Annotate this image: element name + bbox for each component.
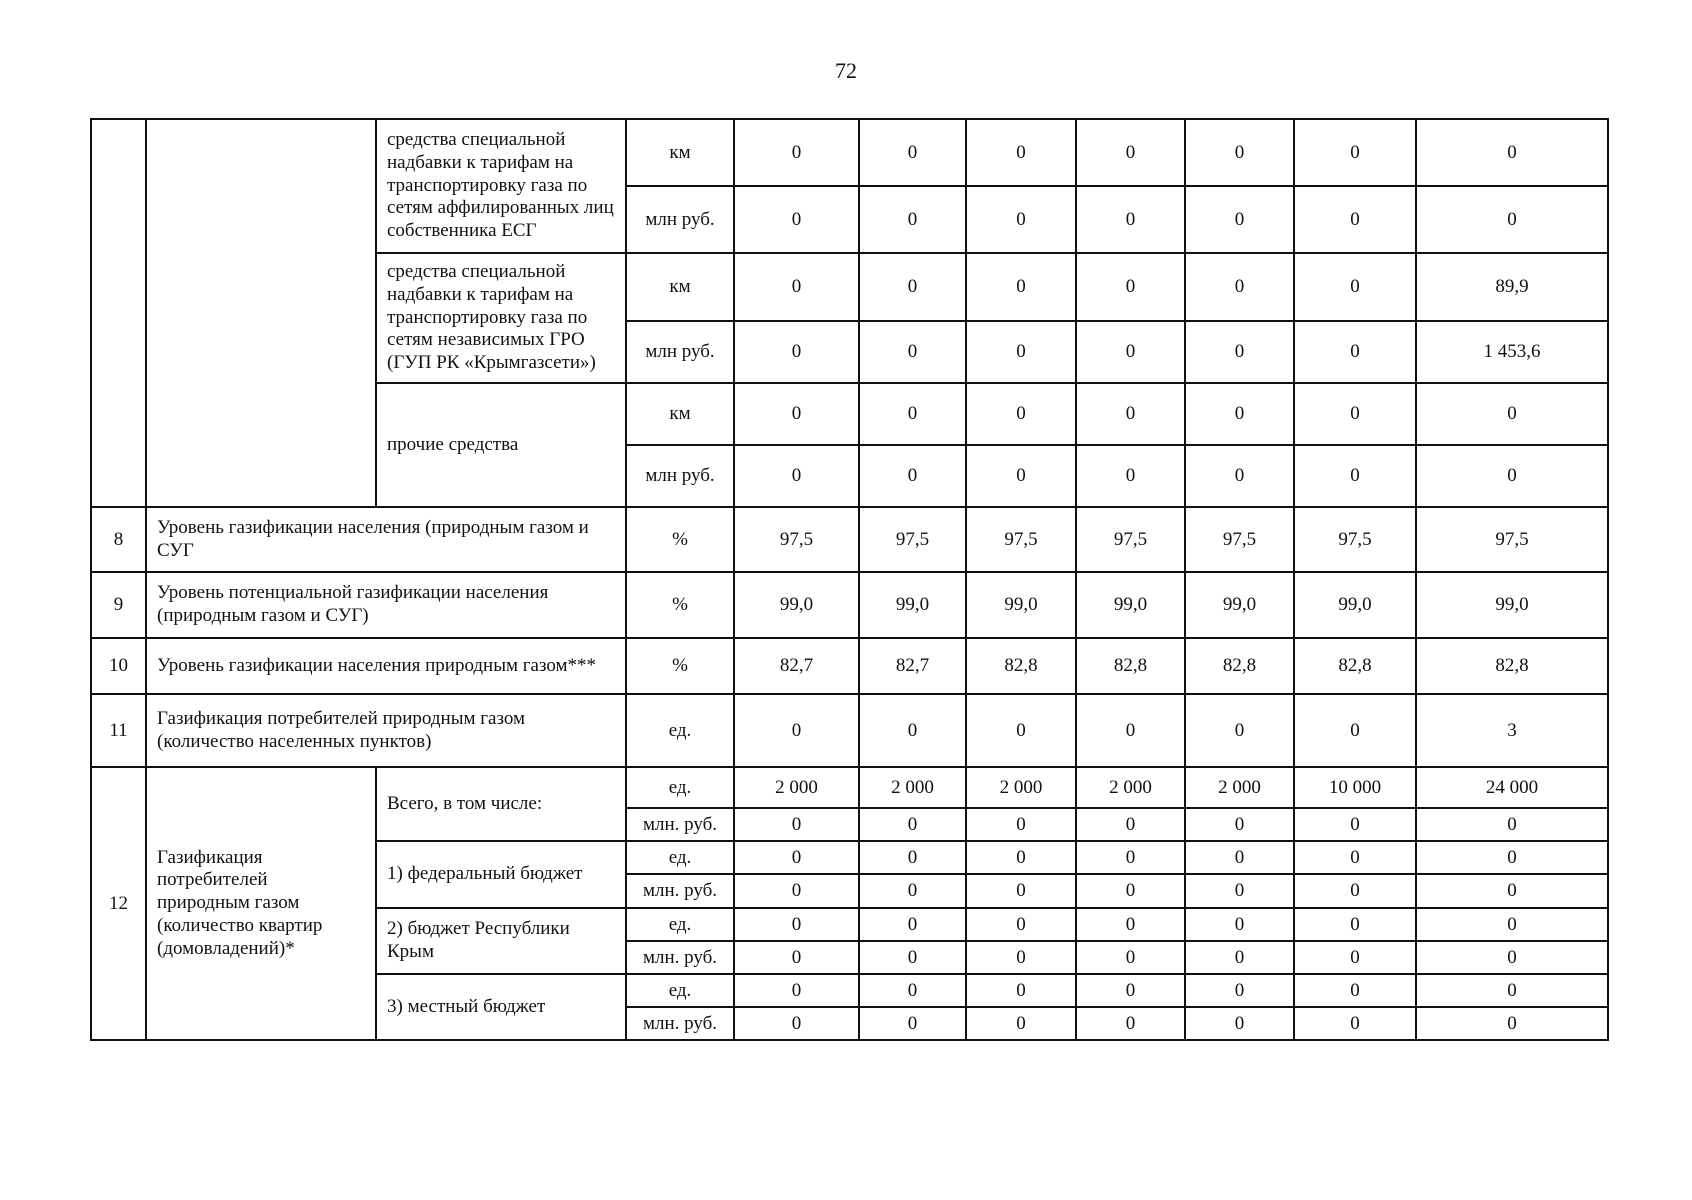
value-cell: 0 bbox=[1076, 974, 1185, 1007]
value-cell: 2 000 bbox=[734, 767, 859, 808]
value-cell: 0 bbox=[859, 445, 966, 507]
value-cell: 0 bbox=[859, 119, 966, 186]
value-cell: 0 bbox=[859, 321, 966, 383]
value-cell: 0 bbox=[734, 808, 859, 841]
value-cell: 0 bbox=[859, 908, 966, 941]
value-cell: 0 bbox=[1076, 874, 1185, 908]
value-cell: 24 000 bbox=[1416, 767, 1608, 808]
unit-cell: млн руб. bbox=[626, 186, 734, 253]
value-cell: 0 bbox=[1076, 383, 1185, 445]
value-cell: 0 bbox=[1294, 1007, 1416, 1040]
unit-cell: млн. руб. bbox=[626, 808, 734, 841]
value-cell: 0 bbox=[1076, 253, 1185, 321]
row-number: 11 bbox=[91, 694, 146, 767]
value-cell: 0 bbox=[1416, 383, 1608, 445]
value-cell: 0 bbox=[734, 908, 859, 941]
unit-cell: ед. bbox=[626, 974, 734, 1007]
value-cell: 0 bbox=[734, 974, 859, 1007]
value-cell: 2 000 bbox=[1076, 767, 1185, 808]
row-number: 9 bbox=[91, 572, 146, 638]
table-row bbox=[91, 638, 1608, 694]
num-cell-empty bbox=[91, 119, 146, 507]
value-cell: 0 bbox=[1416, 119, 1608, 186]
value-cell: 2 000 bbox=[966, 767, 1076, 808]
value-cell: 0 bbox=[1416, 186, 1608, 253]
value-cell: 0 bbox=[1185, 119, 1294, 186]
value-cell: 0 bbox=[1076, 119, 1185, 186]
value-cell: 0 bbox=[1185, 808, 1294, 841]
value-cell: 0 bbox=[859, 186, 966, 253]
value-cell: 0 bbox=[1185, 841, 1294, 874]
funding-label: прочие средства bbox=[376, 383, 626, 507]
unit-cell: ед. bbox=[626, 908, 734, 941]
value-cell: 0 bbox=[1294, 974, 1416, 1007]
table-row bbox=[91, 767, 1608, 808]
subrow-label: 1) федеральный бюджет bbox=[376, 841, 626, 908]
value-cell: 0 bbox=[1076, 841, 1185, 874]
value-cell: 99,0 bbox=[734, 572, 859, 638]
value-cell: 0 bbox=[966, 694, 1076, 767]
value-cell: 0 bbox=[1185, 186, 1294, 253]
value-cell: 0 bbox=[966, 119, 1076, 186]
table-row bbox=[91, 694, 1608, 767]
value-cell: 0 bbox=[966, 186, 1076, 253]
unit-cell: млн. руб. bbox=[626, 941, 734, 974]
value-cell: 0 bbox=[1416, 808, 1608, 841]
value-cell: 0 bbox=[859, 253, 966, 321]
value-cell: 99,0 bbox=[1416, 572, 1608, 638]
unit-cell: ед. bbox=[626, 767, 734, 808]
value-cell: 0 bbox=[1294, 383, 1416, 445]
value-cell: 0 bbox=[1076, 694, 1185, 767]
value-cell: 99,0 bbox=[1294, 572, 1416, 638]
table-row bbox=[91, 572, 1608, 638]
value-cell: 0 bbox=[1185, 694, 1294, 767]
value-cell: 0 bbox=[1294, 694, 1416, 767]
value-cell: 1 453,6 bbox=[1416, 321, 1608, 383]
value-cell: 99,0 bbox=[1185, 572, 1294, 638]
value-cell: 0 bbox=[734, 119, 859, 186]
unit-cell: млн. руб. bbox=[626, 1007, 734, 1040]
value-cell: 0 bbox=[1294, 445, 1416, 507]
value-cell: 0 bbox=[1185, 974, 1294, 1007]
value-cell: 89,9 bbox=[1416, 253, 1608, 321]
value-cell: 0 bbox=[859, 974, 966, 1007]
value-cell: 0 bbox=[859, 383, 966, 445]
value-cell: 0 bbox=[1416, 908, 1608, 941]
value-cell: 97,5 bbox=[1294, 507, 1416, 572]
value-cell: 0 bbox=[859, 694, 966, 767]
value-cell: 0 bbox=[1416, 974, 1608, 1007]
value-cell: 97,5 bbox=[1076, 507, 1185, 572]
value-cell: 99,0 bbox=[966, 572, 1076, 638]
value-cell: 0 bbox=[966, 321, 1076, 383]
value-cell: 0 bbox=[734, 694, 859, 767]
unit-cell: % bbox=[626, 638, 734, 694]
unit-cell: ед. bbox=[626, 694, 734, 767]
unit-cell: км bbox=[626, 253, 734, 321]
value-cell: 0 bbox=[1185, 383, 1294, 445]
value-cell: 0 bbox=[1076, 445, 1185, 507]
value-cell: 82,8 bbox=[1416, 638, 1608, 694]
value-cell: 2 000 bbox=[859, 767, 966, 808]
value-cell: 0 bbox=[1185, 908, 1294, 941]
value-cell: 0 bbox=[1294, 908, 1416, 941]
value-cell: 0 bbox=[734, 941, 859, 974]
value-cell: 0 bbox=[1185, 321, 1294, 383]
unit-cell: млн руб. bbox=[626, 445, 734, 507]
value-cell: 0 bbox=[966, 841, 1076, 874]
row-number: 10 bbox=[91, 638, 146, 694]
value-cell: 0 bbox=[1294, 808, 1416, 841]
value-cell: 0 bbox=[1294, 253, 1416, 321]
value-cell: 0 bbox=[1294, 874, 1416, 908]
indicator-label: Уровень потенциальной газификации населения (природным газом и СУГ) bbox=[146, 572, 626, 638]
value-cell: 0 bbox=[1416, 941, 1608, 974]
value-cell: 0 bbox=[859, 941, 966, 974]
value-cell: 10 000 bbox=[1294, 767, 1416, 808]
table-row bbox=[91, 119, 1608, 186]
unit-cell: млн. руб. bbox=[626, 874, 734, 908]
value-cell: 82,8 bbox=[1294, 638, 1416, 694]
indicator-label: Газификация потребителей природным газом (количество квартир (домовладений)* bbox=[146, 767, 376, 1040]
value-cell: 0 bbox=[1416, 841, 1608, 874]
value-cell: 82,8 bbox=[1185, 638, 1294, 694]
value-cell: 0 bbox=[734, 445, 859, 507]
value-cell: 0 bbox=[1076, 941, 1185, 974]
unit-cell: % bbox=[626, 507, 734, 572]
value-cell: 82,7 bbox=[859, 638, 966, 694]
indicator-label: Уровень газификации населения природным газом*** bbox=[146, 638, 626, 694]
funding-label: средства специальной надбавки к тарифам на транспортировку газа по сетям аффилированных лиц собственника ЕСГ bbox=[376, 119, 626, 253]
value-cell: 0 bbox=[966, 941, 1076, 974]
value-cell: 0 bbox=[734, 186, 859, 253]
value-cell: 0 bbox=[1076, 186, 1185, 253]
value-cell: 0 bbox=[734, 253, 859, 321]
value-cell: 0 bbox=[1294, 321, 1416, 383]
value-cell: 0 bbox=[966, 808, 1076, 841]
unit-cell: % bbox=[626, 572, 734, 638]
value-cell: 0 bbox=[734, 841, 859, 874]
value-cell: 0 bbox=[1416, 874, 1608, 908]
unit-cell: км bbox=[626, 119, 734, 186]
subrow-label: 3) местный бюджет bbox=[376, 974, 626, 1040]
value-cell: 0 bbox=[734, 383, 859, 445]
table-row bbox=[91, 507, 1608, 572]
unit-cell: км bbox=[626, 383, 734, 445]
unit-cell: ед. bbox=[626, 841, 734, 874]
value-cell: 0 bbox=[859, 1007, 966, 1040]
value-cell: 0 bbox=[966, 874, 1076, 908]
row-number: 8 bbox=[91, 507, 146, 572]
value-cell: 0 bbox=[734, 321, 859, 383]
value-cell: 0 bbox=[859, 808, 966, 841]
value-cell: 0 bbox=[734, 874, 859, 908]
value-cell: 0 bbox=[1076, 321, 1185, 383]
value-cell: 0 bbox=[966, 1007, 1076, 1040]
value-cell: 0 bbox=[1294, 186, 1416, 253]
value-cell: 0 bbox=[859, 874, 966, 908]
indicator-cell-empty bbox=[146, 119, 376, 507]
funding-label: средства специальной надбавки к тарифам на транспортировку газа по сетям независимых ГРО (ГУП РК «Крымгазсети») bbox=[376, 253, 626, 383]
value-cell: 82,8 bbox=[966, 638, 1076, 694]
value-cell: 82,7 bbox=[734, 638, 859, 694]
indicator-label: Уровень газификации населения (природным газом и СУГ bbox=[146, 507, 626, 572]
value-cell: 0 bbox=[734, 1007, 859, 1040]
value-cell: 0 bbox=[1185, 941, 1294, 974]
value-cell: 0 bbox=[966, 253, 1076, 321]
value-cell: 0 bbox=[966, 445, 1076, 507]
value-cell: 0 bbox=[1416, 1007, 1608, 1040]
value-cell: 97,5 bbox=[966, 507, 1076, 572]
value-cell: 0 bbox=[1294, 119, 1416, 186]
value-cell: 0 bbox=[966, 908, 1076, 941]
value-cell: 0 bbox=[1185, 445, 1294, 507]
value-cell: 2 000 bbox=[1185, 767, 1294, 808]
value-cell: 0 bbox=[1076, 808, 1185, 841]
value-cell: 0 bbox=[1185, 253, 1294, 321]
value-cell: 3 bbox=[1416, 694, 1608, 767]
value-cell: 0 bbox=[966, 974, 1076, 1007]
value-cell: 0 bbox=[1185, 874, 1294, 908]
value-cell: 0 bbox=[1076, 1007, 1185, 1040]
table-body bbox=[91, 119, 1608, 1040]
value-cell: 97,5 bbox=[734, 507, 859, 572]
value-cell: 97,5 bbox=[859, 507, 966, 572]
value-cell: 0 bbox=[1294, 841, 1416, 874]
value-cell: 0 bbox=[1294, 941, 1416, 974]
subrow-label: 2) бюджет Республики Крым bbox=[376, 908, 626, 974]
value-cell: 97,5 bbox=[1416, 507, 1608, 572]
value-cell: 97,5 bbox=[1185, 507, 1294, 572]
subrow-label: Всего, в том числе: bbox=[376, 767, 626, 841]
value-cell: 0 bbox=[1416, 445, 1608, 507]
value-cell: 99,0 bbox=[859, 572, 966, 638]
value-cell: 0 bbox=[1185, 1007, 1294, 1040]
value-cell: 99,0 bbox=[1076, 572, 1185, 638]
page-number: 72 bbox=[835, 58, 857, 83]
value-cell: 0 bbox=[859, 841, 966, 874]
indicator-label: Газификация потребителей природным газом (количество населенных пунктов) bbox=[146, 694, 626, 767]
indicators-table bbox=[90, 118, 1609, 1041]
value-cell: 0 bbox=[1076, 908, 1185, 941]
unit-cell: млн руб. bbox=[626, 321, 734, 383]
value-cell: 82,8 bbox=[1076, 638, 1185, 694]
value-cell: 0 bbox=[966, 383, 1076, 445]
row-number: 12 bbox=[91, 767, 146, 1040]
